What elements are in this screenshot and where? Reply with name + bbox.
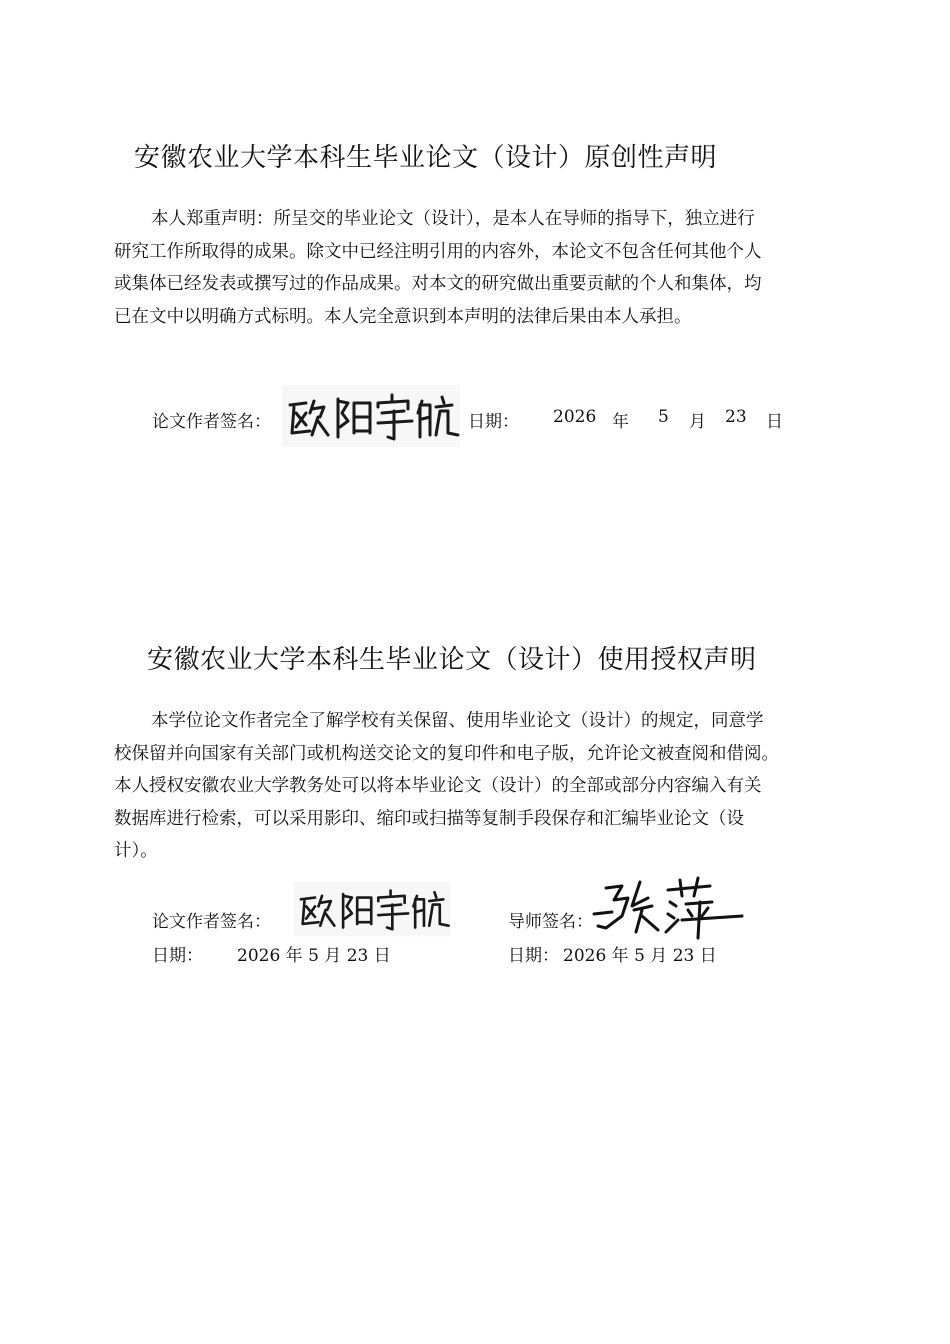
paragraph-line: 本人郑重声明：所呈交的毕业论文（设计），是本人在导师的指导下，独立进行: [151, 209, 755, 229]
author-signature-image: [278, 880, 468, 938]
authorization-title: 安徽农业大学本科生毕业论文（设计）使用授权声明: [147, 645, 757, 675]
authorization-paragraph: [114, 705, 779, 868]
supervisor-date-value: 2026 年 5 月 23 日: [563, 946, 717, 966]
author-date-value: 2026 年 5 月 23 日: [237, 946, 391, 966]
paragraph-line: 校保留并向国家有关部门或机构送交论文的复印件和电子版，允许论文被查阅和借阅。: [114, 743, 779, 764]
month-char: 月: [689, 412, 706, 432]
paragraph-line: 计）。: [114, 841, 158, 861]
supervisor-date-label: 日期：: [508, 946, 559, 966]
originality-title: 安徽农业大学本科生毕业论文（设计）原创性声明: [134, 143, 718, 173]
paragraph-line: 研究工作所取得的成果。除文中已经注明引用的内容外，本论文不包含任何其他个人: [114, 241, 762, 262]
year-char: 年: [612, 412, 629, 432]
originality-paragraph: [114, 203, 762, 333]
author-signature-label: 论文作者签名：: [152, 912, 271, 932]
author-date-label: 日期：: [152, 946, 203, 966]
paragraph-line: 数据库进行检索，可以采用影印、缩印或扫描等复制手段保存和汇编毕业论文（设: [114, 808, 744, 829]
author-signature-image: [282, 383, 462, 449]
date-month: 5: [658, 407, 669, 427]
paragraph-line: 本人授权安徽农业大学教务处可以将本毕业论文（设计）的全部或部分内容编入有关: [114, 776, 762, 796]
date-year: 2026: [553, 407, 597, 427]
paragraph-line: 已在文中以明确方式标明。本人完全意识到本声明的法律后果由本人承担。: [114, 306, 692, 327]
author-signature-label: 论文作者签名：: [152, 412, 271, 432]
date-label: 日期：: [468, 412, 519, 432]
supervisor-signature-label: 导师签名：: [508, 912, 593, 932]
supervisor-signature-image: [592, 876, 744, 940]
paragraph-line: 或集体已经发表或撰写过的作品成果。对本文的研究做出重要贡献的个人和集体，均: [114, 274, 762, 294]
paragraph-line: 本学位论文作者完全了解学校有关保留、使用毕业论文（设计）的规定，同意学: [151, 711, 764, 731]
day-char: 日: [766, 412, 783, 432]
date-day: 23: [725, 407, 747, 427]
